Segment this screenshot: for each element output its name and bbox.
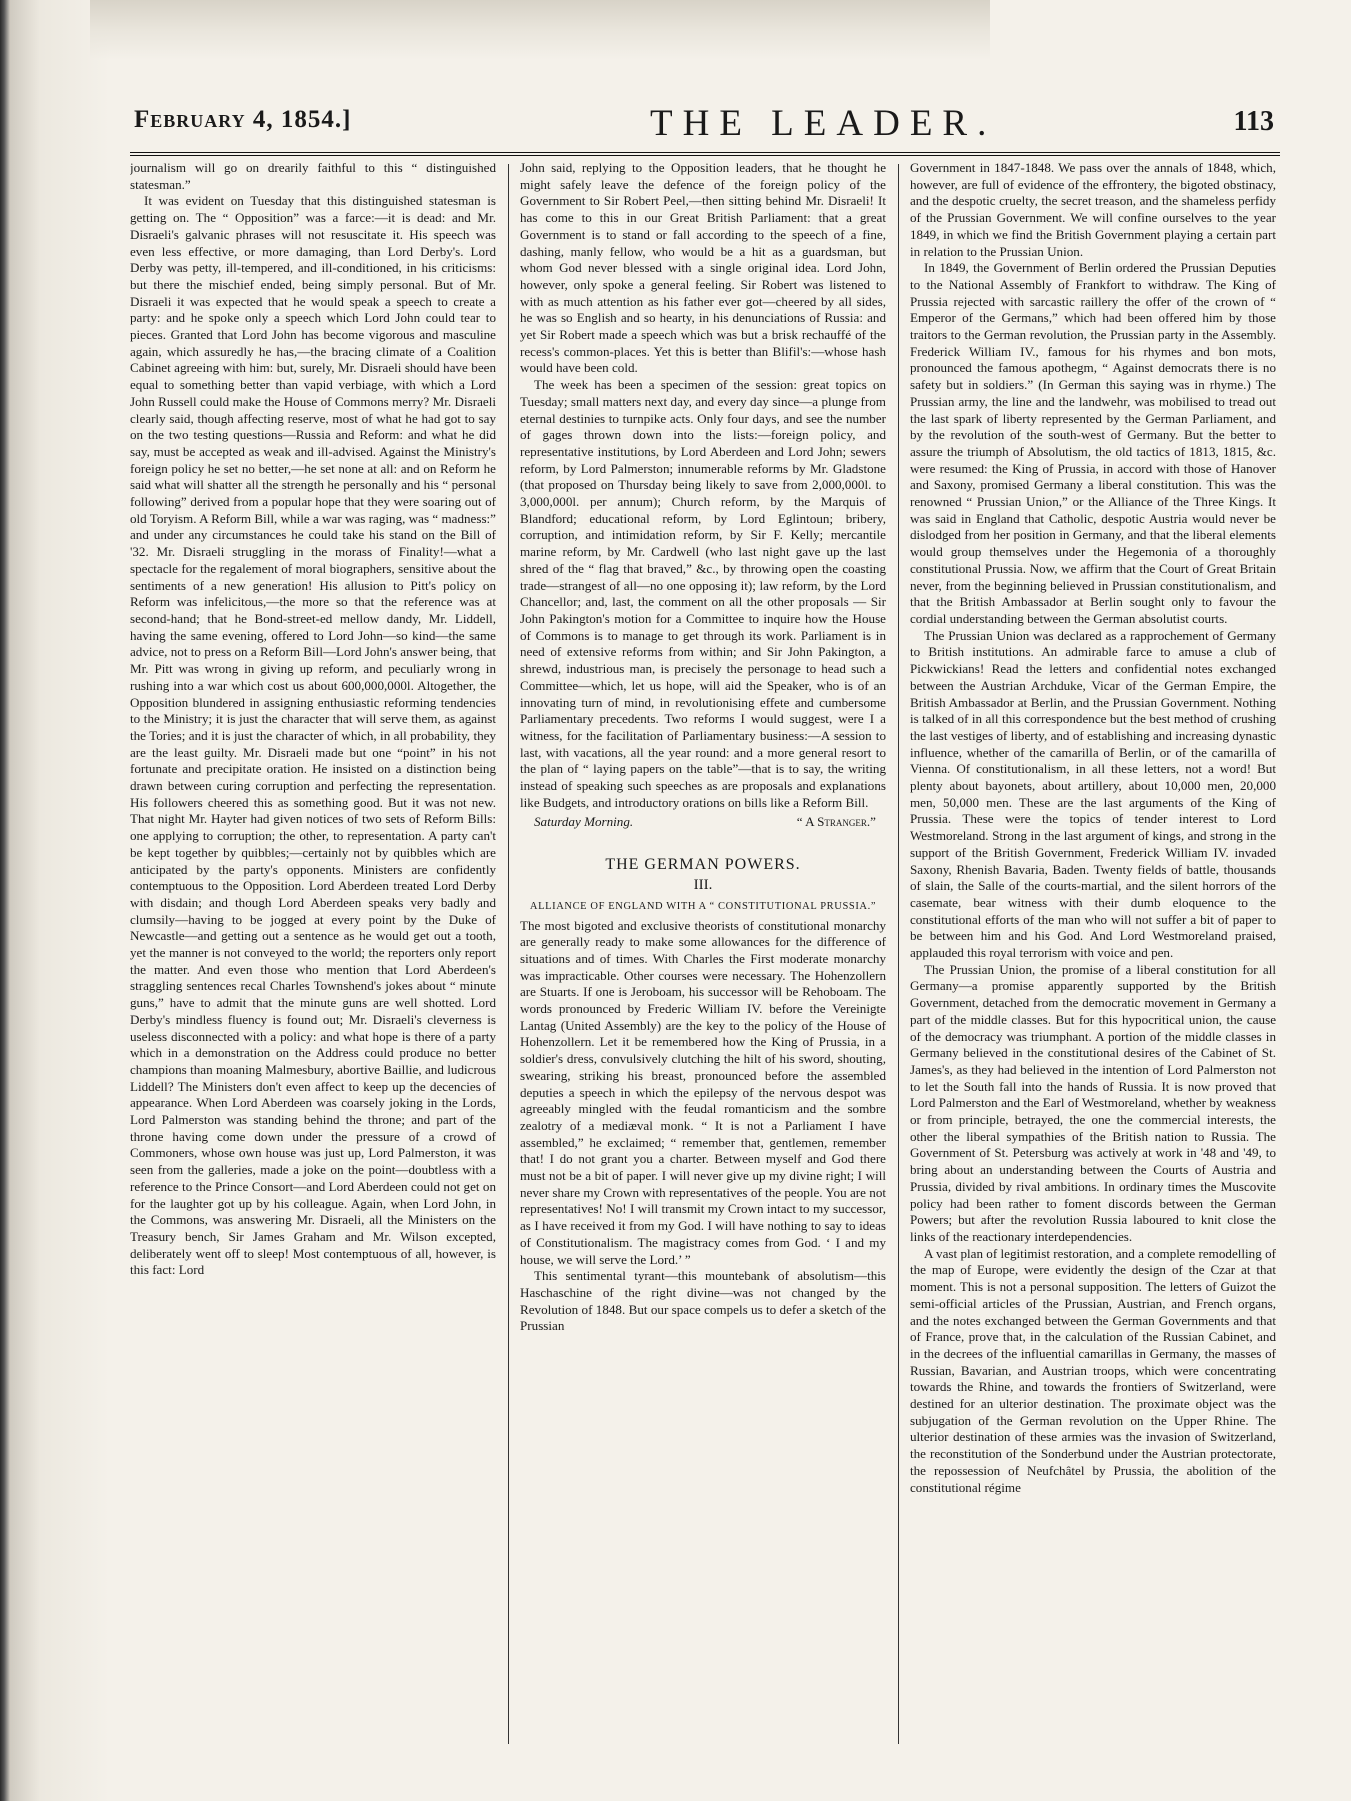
issue-date: February 4, 1854.] (134, 106, 352, 133)
paragraph: It was evident on Tuesday that this distinguished statesman is getting on. The “ Opposition” was a farce:—it is dead: and Mr. Disraeli's galvanic phrases will not resuscitate it. His speech was even less effective, or more damaging, than Lord Derby's. Lord Derby was petty, ill-tempered, and ill-conditioned, in his criticisms: but there the mischief ended, being simply personal. But of Mr. Disraeli it was expected that he would speak a speech to create a party: and he spoke only a speech which Lord John could tear to pieces. Granted that Lord John has become vigorous and masculine again, which assuredly he has,—the bracing climate of a Coalition Cabinet agreeing with him: but, surely, Mr. Disraeli should have been equal to something better than vapid verbiage, with which a Lord John Russell could make the House of Commons merry? Mr. Disraeli clearly said, though affecting reserve, most of what he had got to say on the two testing questions—Russia and Reform: and what he did say, must be accepted as weak and ill-advised. Against the Ministry's foreign policy he set no better,—he set none at all: and on Reform he said what will shatter all the strength he personally and his “ personal following” derived from a popular hope that they were soaring out of old Toryism. A Reform Bill, while a war was raging, was “ madness:” and under any circumstances he could take his stand on the Bill of '32. Mr. Disraeli struggling in the morass of Finality!—what a spectacle for the regalement of moral biographers, sensitive about the sentiments of a new generation! His allusion to Pitt's policy on Reform was infelicitous,—the more so that the reference was at second-hand; that he Bond-street-ed mellow dandy, Mr. Liddell, having the same evening, offered to Lord John—so kind—the same advice, not to press on a Reform Bill—Lord John's answer being, that Mr. Pitt was wrong in giving up reform, and peculiarly wrong in rushing into a war which cost us about 600,000,000l. Altogether, the Opposition blundered in assigning enthusiastic reforming tendencies to the Ministry; it is just the character that will serve them, as against the Tories; and it is just the character of which, in all probability, they are the least guilty. Mr. Disraeli made but one “point” in his not fortunate and precipitate oration. He insisted on a distinction being drawn between curing corruption and perfecting the representation. His followers cheered this as something good. But it was not new. That night Mr. Hayter had given notices of two sets of Reform Bills: one applying to corruption; the other, to representation. A party can't be kept together by quibbles;—certainly not by quibbles which are anticipated by the party's opponents. Ministers are confidently contemptuous to the Opposition. Lord Aberdeen treated Lord Derby with disdain; and though Lord Aberdeen speaks very badly and clumsily—having to be jogged at every point by the Duke of Newcastle—and getting out a sentence as he would get out a tooth, yet the manner is not conveyed to the world; the reporters only report the matter. And even those who mention that Lord Aberdeen's straggling sentences recal Charles Townshend's jokes about “ minute guns,” have to admit that the minute guns are well shotted. Lord Derby's mindless fluency is found out; Mr. Disraeli's cleverness is useless disconnected with a policy: and what hope is there of a party which in a demonstration on the Address could produce no better champions than moaning Malmesbury, abortive Baillie, and ludicrous Liddell? The Ministers don't even affect to keep up the decencies of appearance. When Lord Aberdeen was coarsely joking in the Lords, Lord Palmerston was standing behind the throne; and part of the throne having come down under the pressure of a crowd of Commoners, whose own house was just up, Lord Palmerston, it was seen from the galleries, made a joke on the point—doubtless with a reference to the Prince Consort—and Lord Aberdeen could not get on for the laughter got up by his colleague. Again, when Lord John, in the Commons, was answering Mr. Disraeli, all the Ministers on the Treasury bench, Sir James Graham and Mr. Wilson excepted, deliberately went off to sleep! Most contemptuous of all, however, is this fact: Lord (130, 193, 496, 1278)
page-number: 113 (1233, 106, 1274, 137)
article-columns (130, 160, 1280, 1760)
paragraph: This sentimental tyrant—this mountebank of absolutism—this Haschaschine of the right divine—was not changed by the Revolution of 1848. But our space compels us to defer a sketch of the Prussian (520, 1268, 886, 1334)
paragraph: In 1849, the Government of Berlin ordered the Prussian Deputies to the National Assembly of Frankfort to withdraw. The King of Prussia rejected with sarcastic raillery the offer of the crown of “ Emperor of the Germans,” which had been offered him by those traitors to the German revolution, the Prussian party in the Assembly. Frederick William IV., famous for his rhymes and bon mots, pronounced the famous apothegm, “ Against democrats there is no safety but in soldiers.” (In German this saying was in rhyme.) The Prussian army, the line and the landwehr, was mobilised to tread out the last spark of liberty represented by the German Parliament, and by the revolution of the south-west of Germany. But the better to assure the triumph of Absolutism, the old tactics of 1813, 1815, &c. were resumed: the King of Prussia, in accord with those of Hanover and Saxony, promised Germany a liberal constitution. This was the renowned “ Prussian Union,” or the Alliance of the Three Kings. It was said in England that Catholic, despotic Austria would never be dislodged from her position in Germany, and that the liberal elements would group themselves under the Hegemonia of a thoroughly constitutional Prussia. Now, we affirm that the Court of Great Britain never, from the beginning believed in Prussian constitutionalism, and that the British Ambassador at Berlin sought only to favour the cordial understanding between the German absolutist courts. (910, 260, 1276, 626)
scan-binding-edge (0, 0, 110, 1801)
paragraph: The most bigoted and exclusive theorists of constitutional monarchy are generally ready to make some allowances for the difference of situations and of times. With Charles the First moderate monarchy was impracticable. Other courses were necessary. The Hohenzollern are Stuarts. If one is Jeroboam, his successor will be Rehoboam. The words pronounced by Frederic William IV. before the Vereinigte Lantag (United Assembly) are the key to the policy of the House of Hohenzollern. Let it be remembered how the King of Prussia, in a soldier's dress, convulsively clutching the hilt of his sword, shouting, swearing, striking his breast, pronounced before the assembled deputies a speech in which the epilepsy of the nervous despot was agreeably mingled with the feudal romanticism and the sombre zealotry of a mediæval monk. “ It is not a Parliament I have assembled,” he exclaimed; “ remember that, gentlemen, remember that! I do not grant you a charter. Between myself and God there must not be a bit of paper. I will never give up my divine right; I will never share my Crown with representatives of the people. You are not representatives! No! I will transmit my Crown intact to my successor, as I have received it from my God. I will have nothing to say to ideas of Constitutionalism. The magistracy comes from God. ‘ I and my house, we will serve the Lord.’ ” (520, 917, 886, 1267)
paragraph: The Prussian Union, the promise of a liberal constitution for all Germany—a promise apparently supported by the British Government, detached from the democratic movement in Germany a part of the middle classes. But for this hypocritical union, the cause of the democracy was triumphant. A portion of the middle classes in Germany believed in the constitutional desires of the Cabinet of St. James's, as they had believed in the intention of Lord Palmerston not to let the South fall into the hands of Russia. It is now proved that Lord Palmerston and the Earl of Westmoreland, whether by weakness or from principle, betrayed, the one the commercial interests, the other the liberal sympathies of the British nation to Russia. The Government of St. Petersburg was actively at work in '48 and '49, to bring about an understanding between the Courts of Austria and Prussia, divided by rival ambitions. In ordinary times the Muscovite policy had been rather to foment discords between the German Powers; but after the revolution Russia laboured to knit close the links of the reactionary interdependencies. (910, 961, 1276, 1244)
paragraph: Government in 1847-1848. We pass over the annals of 1848, which, however, are full of evidence of the effrontery, the bigoted obstinacy, and the despotic cruelty, the secret treason, and the shameless perfidy of the Prussian Government. We will confine ourselves to the year 1849, in which we find the British Government playing a certain part in relation to the Prussian Union. (910, 160, 1276, 259)
newspaper-title: THE LEADER. (650, 103, 997, 144)
section-subtitle: ALLIANCE OF ENGLAND WITH A “ CONSTITUTIONAL PRUSSIA.” (529, 900, 877, 912)
paragraph: journalism will go on drearily faithful to this “ distinguished statesman.” (130, 160, 496, 192)
signature-author: “ A Stranger.” (796, 814, 876, 830)
section-title: THE GERMAN POWERS. (605, 856, 801, 874)
column-3 (910, 160, 1276, 1760)
column-rule (898, 164, 899, 1744)
page-header (130, 100, 1280, 156)
paragraph: A vast plan of legitimist restoration, and a complete remodelling of the map of Europe, were evidently the design of the Czar at that moment. This is not a personal supposition. The letters of Guizot the semi-official articles of the Prussian, Austrian, and French organs, and the notes exchanged between the German Governments and that of France, prove that, in the calculation of the Russian Cabinet, and in the decrees of the influential camarillas in Germany, the masses of Russian, Bavarian, and Austrian troops, which were concentrating towards the Rhine, and towards the frontiers of Switzerland, were destined for an ulterior destination. The proximate object was the subjugation of the German revolution on the Upper Rhine. The ulterior destination of these armies was the invasion of Switzerland, the reconstitution of the Sonderbund under the Austrian protectorate, the repossession of Neufchâtel by Prussia, the abolition of the constitutional régime (910, 1245, 1276, 1495)
section-number: III. (693, 876, 713, 893)
signature-line (520, 811, 886, 831)
paragraph: The week has been a specimen of the session: great topics on Tuesday; small matters next day, and every day since—a plunge from eternal destinies to turnpike acts. Only four days, and see the number of gages thrown down into the lists:—foreign policy, and representative institutions, by Lord Aberdeen and Lord John; sewers reform, by Lord Palmerston; innumerable reforms by Mr. Gladstone (that proposed on Thursday being likely to save from 2,000,000l. to 3,000,000l. per annum); Church reform, by the Marquis of Blandford; educational reform, by Lord Eglintoun; bribery, corruption, and intimidation reform, by Sir F. Kelly; mercantile marine reform, by Mr. Cardwell (who last night gave up the last shred of the “ flag that braved,” &c., by throwing open the coasting trade—strangest of all—no one opposing it); law reform, by the Lord Chancellor; and, last, the comment on all the other proposals — Sir John Pakington's motion for a Committee to inquire how the House of Commons is to manage to get through its work. Parliament is in need of extensive reforms from within; and Sir John Pakington, a shrewd, industrious man, is precisely the personage to head such a Committee—which, let us hope, will aid the Speaker, who is of an innovating turn of mind, in revolutionising effete and cumbersome Parliamentary precedents. Two reforms I would suggest, were I a witness, for the facilitation of Parliamentary business:—A session to last, with vacations, all the year round: and a more general resort to the plan of “ laying papers on the table”—that is to say, the writing instead of speaking such speeches as are proposals and explanations like Budgets, and introductory orations on bills like a Reform Bill. (520, 377, 886, 810)
paragraph: John said, replying to the Opposition leaders, that he thought he might safely leave the defence of the foreign policy of the Government to Sir Robert Peel,—then sitting behind Mr. Disraeli! It has come to this in our Great British Parliament: that a great Government is to stand or fall according to the speech of a fine, dashing, manly fellow, who would be a hit as a guardsman, but whom God never blessed with a single original idea. Lord John, however, only spoke a general feeling. Sir Robert was listened to with as much attention as his father ever got—cheered by all sides, he was so English and so hearty, in his denunciations of Russia: and yet Sir Robert made a speech which was but a brisk rechauffé of the recess's common-places. Yet this is better than Blifil's:—whose hash would have been cold. (520, 160, 886, 376)
column-2 (520, 160, 886, 1760)
scan-top-smudge (90, 0, 990, 60)
paragraph: The Prussian Union was declared as a rapprochement of Germany to British institutions. An admirable farce to amuse a club of Pickwickians! Read the letters and confidential notes exchanged between the Austrian Archduke, Vicar of the German Empire, the British Ambassador at Berlin, and the Prussian Government. Nothing is talked of in all this correspondence but the best method of crushing the last vestiges of liberty, and of establishing and increasing dynastic influence, whether of the camarilla of Berlin, or of the camarilla of Vienna. Of constitutionalism, in all these letters, not a word! But plenty about bayonets, about artillery, about 10,000 men, 20,000 men, 50,000 men. These are the last arguments of the King of Prussia. These were the topics of tender interest to Lord Westmoreland. Strong in the last argument of kings, and strong in the support of the British Government, Frederick William IV. invaded Saxony, Rhenish Bavaria, Baden. Twenty fields of battle, thousands of slain, the Salle of the courts-martial, and the silent horrors of the casemate, bear witness with their dumb eloquence to the constitutional efforts of the man who will not suffer a bit of paper to be between him and his God. And Lord Westmoreland praised, applauded this royal terrorism with voice and pen. (910, 627, 1276, 961)
column-rule (508, 164, 509, 1744)
column-1 (130, 160, 496, 1760)
signature-dateline: Saturday Morning. (534, 814, 634, 830)
